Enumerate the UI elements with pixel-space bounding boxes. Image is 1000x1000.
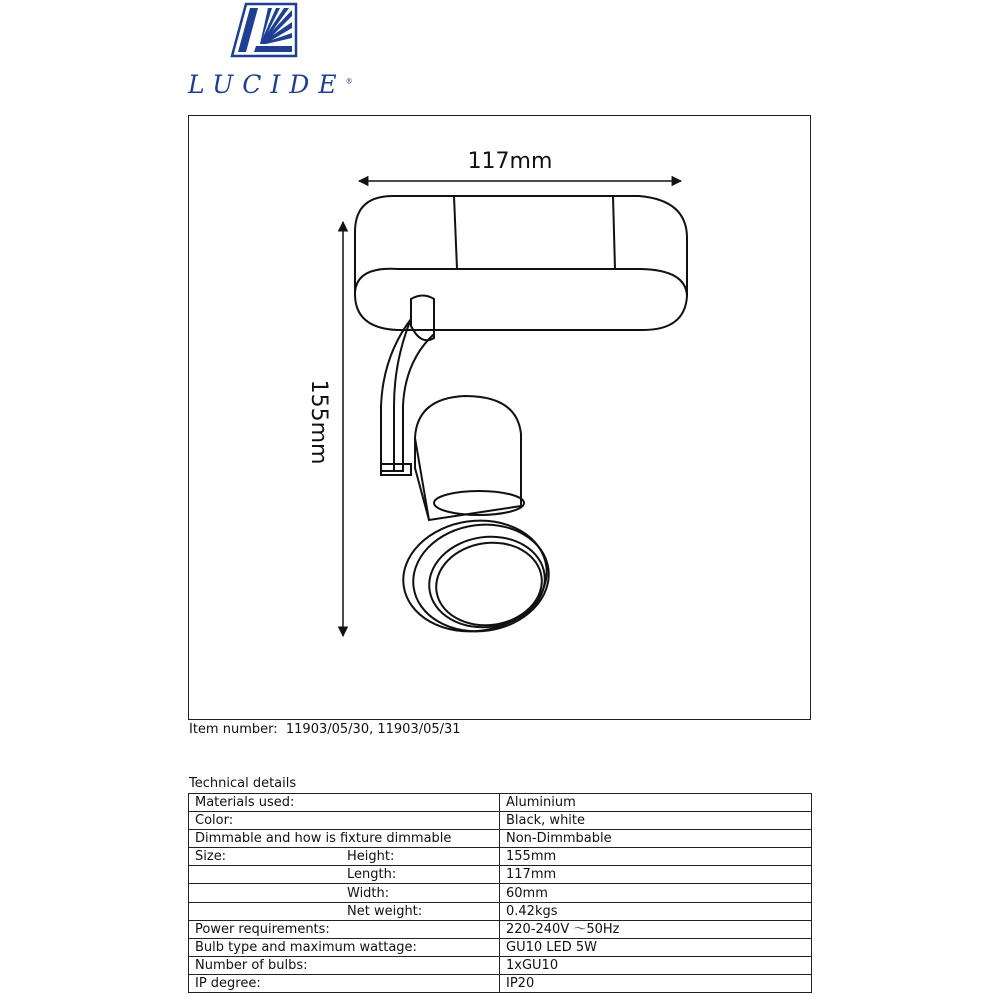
- row-label: [189, 902, 500, 920]
- table-row: [189, 902, 812, 920]
- item-number-label: Item number:: [189, 722, 278, 737]
- row-value: 60mm: [500, 884, 812, 902]
- row-value: 1xGU10: [500, 956, 812, 974]
- net-weight-sub-label: Net weight:: [347, 903, 423, 919]
- technical-details-table: [188, 793, 812, 993]
- width-sub-label: Width:: [347, 885, 390, 901]
- height-sub-label: Height:: [347, 849, 395, 865]
- table-row: [189, 884, 812, 902]
- row-label: Dimmable and how is fixture dimmable: [189, 830, 500, 848]
- item-number: [189, 722, 461, 737]
- table-row: [189, 794, 812, 812]
- row-label: [189, 884, 500, 902]
- row-label: IP degree:: [189, 974, 500, 992]
- item-number-value: 11903/05/30, 11903/05/31: [285, 722, 461, 737]
- lucide-logo-mark: [188, 0, 338, 70]
- row-label: [189, 866, 500, 884]
- row-value: Non-Dimmbable: [500, 830, 812, 848]
- row-value: 155mm: [500, 848, 812, 866]
- table-row: [189, 956, 812, 974]
- row-label: Power requirements:: [189, 920, 500, 938]
- table-row: [189, 812, 812, 830]
- row-label: Bulb type and maximum wattage:: [189, 938, 500, 956]
- row-value: IP20: [500, 974, 812, 992]
- row-label: Color:: [189, 812, 500, 830]
- row-value: 0.42kgs: [500, 902, 812, 920]
- lucide-logo: [188, 0, 353, 100]
- row-value: Black, white: [500, 812, 812, 830]
- table-row: [189, 848, 812, 866]
- registered-mark: ®: [345, 77, 353, 86]
- row-value: GU10 LED 5W: [500, 938, 812, 956]
- row-label: Materials used:: [189, 794, 500, 812]
- technical-drawing: [188, 115, 811, 720]
- lamp-head: [396, 396, 556, 640]
- length-sub-label: Length:: [347, 867, 397, 883]
- table-row: [189, 920, 812, 938]
- row-value: 117mm: [500, 866, 812, 884]
- width-label: 117mm: [467, 149, 553, 174]
- track-adapter: [355, 196, 687, 330]
- spotlight-drawing: [189, 116, 812, 721]
- brand-name: [188, 70, 353, 99]
- technical-details-title: Technical details: [189, 776, 297, 791]
- table-row: [189, 866, 812, 884]
- brand-name-text: LUCIDE: [188, 70, 346, 99]
- height-label: 155mm: [306, 379, 331, 465]
- row-value: 220-240V ～50Hz: [500, 920, 812, 938]
- row-label: [189, 848, 500, 866]
- table-row: [189, 974, 812, 992]
- row-label: Number of bulbs:: [189, 956, 500, 974]
- arm: [381, 296, 434, 476]
- table-row: [189, 830, 812, 848]
- row-value: Aluminium: [500, 794, 812, 812]
- table-row: [189, 938, 812, 956]
- size-label: Size:: [195, 849, 227, 865]
